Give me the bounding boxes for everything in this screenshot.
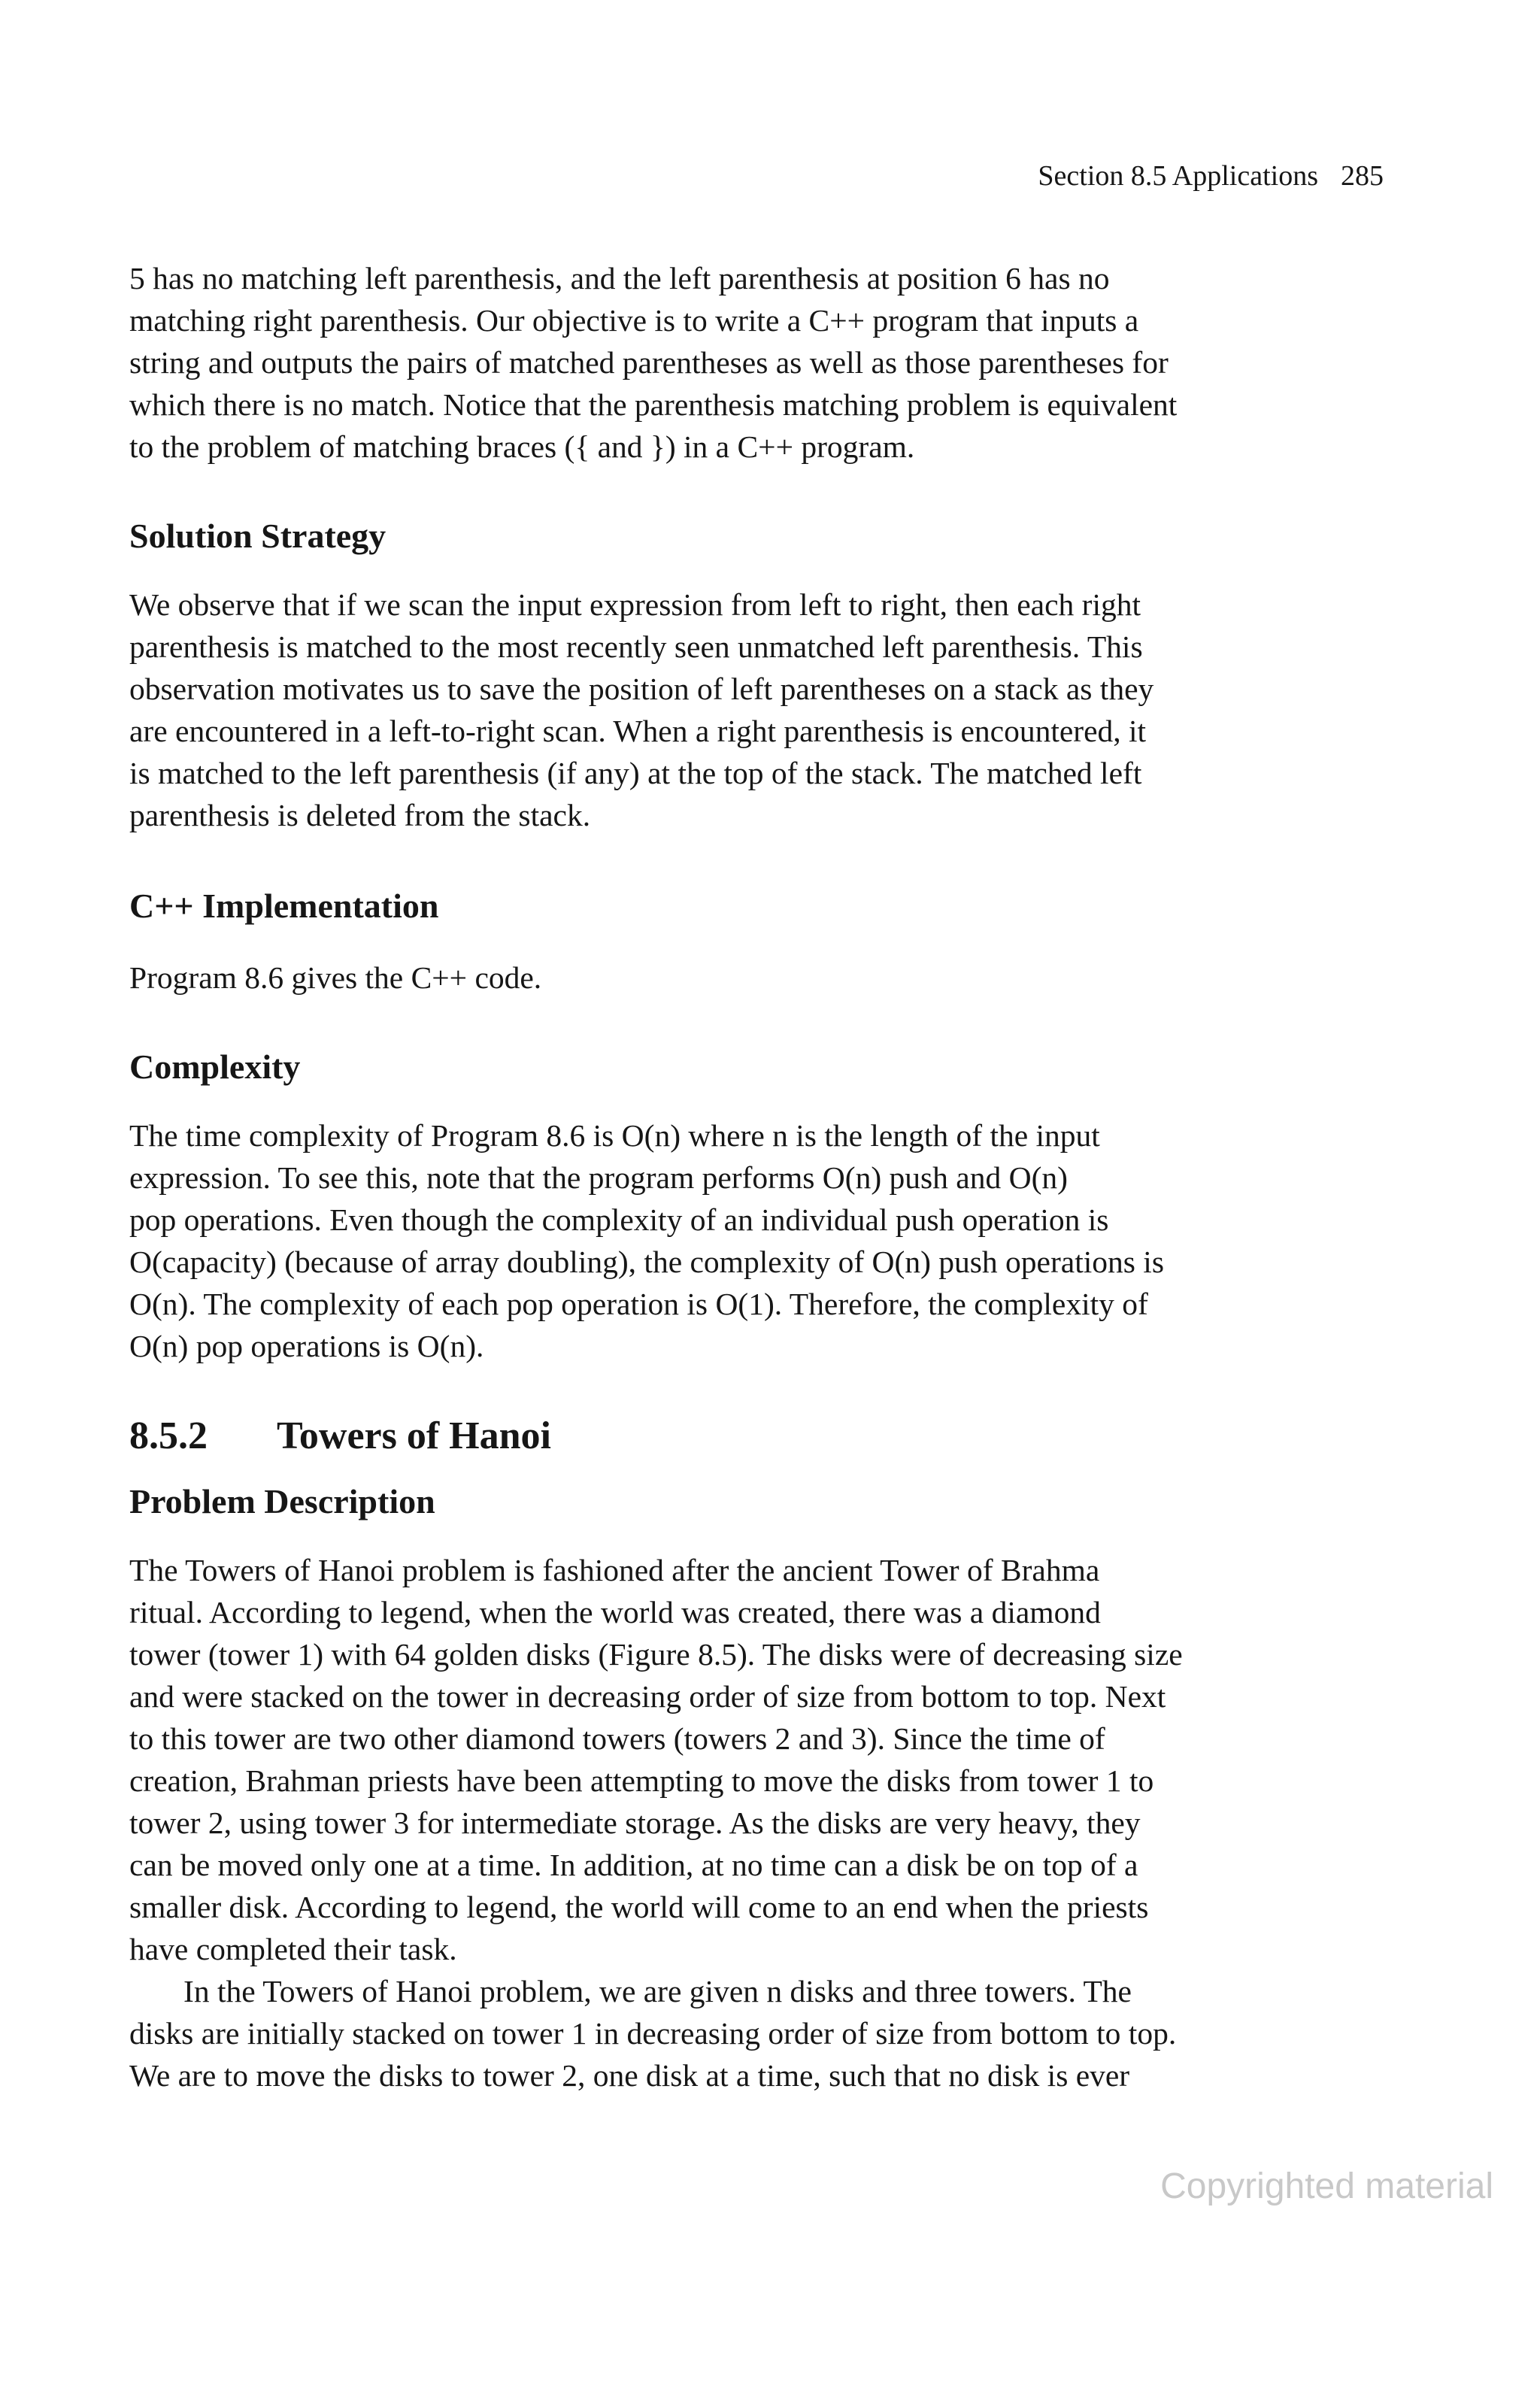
text-line: is matched to the left parenthesis (if any) at the top of the stack. The matched left (129, 756, 1142, 790)
text-line: disks are initially stacked on tower 1 in decreasing order of size from bottom to top. (129, 2016, 1177, 2051)
text-line: O(n). The complexity of each pop operation is O(1). Therefore, the complexity of (129, 1287, 1148, 1321)
text-line: to the problem of matching braces ({ and }) in a C++ program. (129, 429, 915, 464)
text-line: observation motivates us to save the position of left parentheses on a stack as they (129, 672, 1154, 706)
heading-complexity: Complexity (129, 1047, 301, 1086)
text-line: to this tower are two other diamond towers (towers 2 and 3). Since the time of (129, 1721, 1105, 1756)
text-line: which there is no match. Notice that the parenthesis matching problem is equivalent (129, 387, 1178, 422)
text-line: smaller disk. According to legend, the world will come to an end when the priests (129, 1890, 1149, 1924)
text-line: tower (tower 1) with 64 golden disks (Figure 8.5). The disks were of decreasing size (129, 1637, 1183, 1672)
text-line: can be moved only one at a time. In addition, at no time can a disk be on top of a (129, 1848, 1138, 1882)
running-head-section: Section 8.5 Applications (1038, 160, 1318, 192)
paragraph-cpp-implementation (129, 956, 1384, 999)
text-line: parenthesis is deleted from the stack. (129, 798, 591, 832)
section-title: Towers of Hanoi (277, 1414, 551, 1457)
heading-cpp-implementation: C++ Implementation (129, 887, 439, 925)
heading-problem-description: Problem Description (129, 1482, 435, 1520)
text-line: O(capacity) (because of array doubling), the complexity of O(n) push operations is (129, 1245, 1164, 1279)
text-line: and were stacked on the tower in decreasing order of size from bottom to top. Next (129, 1679, 1166, 1714)
paragraph-solution-strategy (129, 584, 1384, 836)
running-head (1038, 159, 1384, 193)
text-line: 5 has no matching left parenthesis, and the left parenthesis at position 6 has no (129, 261, 1110, 296)
page-number: 285 (1341, 160, 1384, 192)
text-line: creation, Brahman priests have been attempting to move the disks from tower 1 to (129, 1763, 1154, 1798)
text-line: parenthesis is matched to the most recently seen unmatched left parenthesis. This (129, 629, 1143, 664)
section-heading-towers-of-hanoi (129, 1414, 551, 1458)
text-line: tower 2, using tower 3 for intermediate storage. As the disks are very heavy, they (129, 1805, 1141, 1840)
text-line: In the Towers of Hanoi problem, we are given n disks and three towers. The (183, 1974, 1132, 2008)
text-line: string and outputs the pairs of matched parentheses as well as those parentheses for (129, 345, 1169, 380)
text-line: Program 8.6 gives the C++ code. (129, 960, 542, 995)
section-number: 8.5.2 (129, 1414, 208, 1457)
text-line: matching right parenthesis. Our objective is to write a C++ program that inputs a (129, 303, 1139, 338)
text-line: pop operations. Even though the complexity of an individual push operation is (129, 1202, 1109, 1237)
text-line: O(n) pop operations is O(n). (129, 1329, 484, 1363)
paragraph-towers-legend (129, 1549, 1384, 1970)
text-line: are encountered in a left-to-right scan. When a right parenthesis is encountered, it (129, 714, 1147, 748)
text-line: ritual. According to legend, when the world was created, there was a diamond (129, 1595, 1101, 1630)
text-line: We observe that if we scan the input expression from left to right, then each right (129, 587, 1141, 622)
text-line: We are to move the disks to tower 2, one disk at a time, such that no disk is ever (129, 2058, 1130, 2093)
text-line: expression. To see this, note that the program performs O(n) push and O(n) (129, 1160, 1068, 1195)
text-line: The Towers of Hanoi problem is fashioned after the ancient Tower of Brahma (129, 1553, 1100, 1587)
paragraph-complexity (129, 1114, 1384, 1367)
copyright-watermark: Copyrighted material (1160, 2166, 1493, 2206)
heading-solution-strategy: Solution Strategy (129, 517, 387, 555)
paragraph-matching-intro (129, 257, 1384, 468)
paragraph-towers-problem (129, 1970, 1384, 2096)
text-line: have completed their task. (129, 1932, 457, 1966)
text-line: The time complexity of Program 8.6 is O(n) where n is the length of the input (129, 1118, 1100, 1153)
